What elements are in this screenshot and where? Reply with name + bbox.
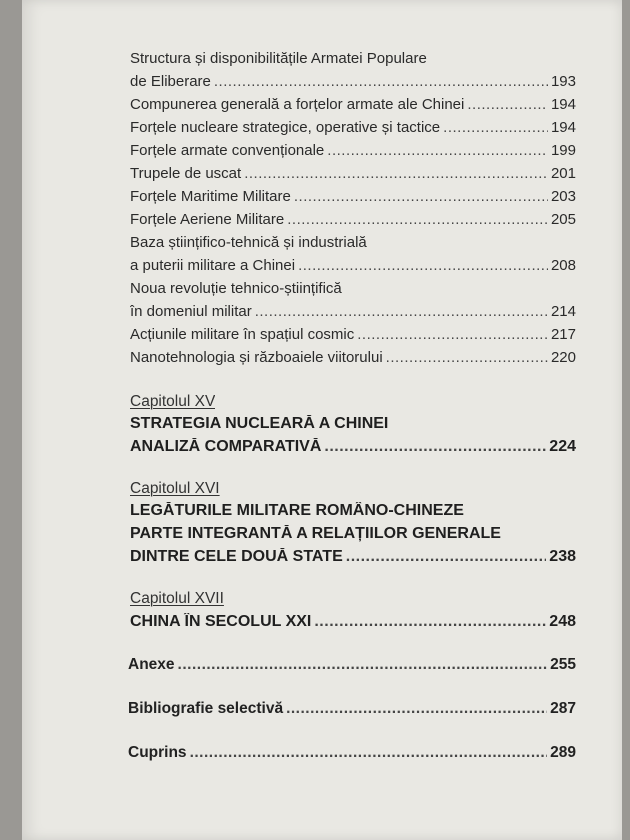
book-page bbox=[22, 0, 622, 840]
page-number: 248 bbox=[549, 613, 576, 630]
page-number: 217 bbox=[550, 326, 576, 343]
toc-entry-tech-base[interactable]: a puterii militare a Chinei ..... 208 bbox=[130, 257, 576, 274]
toc-entry-bibliografie[interactable]: Bibliografie selectivă ..... 287 bbox=[128, 700, 576, 718]
chapter-label-xv: Capitolul XV bbox=[130, 393, 216, 410]
dot-leader bbox=[298, 257, 548, 274]
dot-leader bbox=[357, 326, 548, 343]
chapter-title-xvii[interactable]: CHINA ÎN SECOLUL XXI ..... 248 bbox=[130, 613, 576, 631]
page-number: 208 bbox=[550, 257, 576, 274]
page-number: 201 bbox=[550, 165, 576, 182]
toc-entry-air-forces[interactable]: Forțele Aeriene Militare ..... 205 bbox=[130, 211, 576, 228]
toc-entry-tech-base-line1: Baza științifico-tehnică și industrială bbox=[130, 234, 367, 251]
chapter-title-xv[interactable]: ANALIZĂ COMPARATIVĂ ..... 224 bbox=[130, 438, 576, 456]
chapter-label-xvii: Capitolul XVII bbox=[130, 590, 224, 607]
dot-leader bbox=[244, 165, 548, 182]
dot-leader bbox=[287, 211, 548, 228]
toc-entry-space-actions[interactable]: Acțiunile militare în spațiul cosmic ..... 217 bbox=[130, 326, 576, 343]
page-number: 194 bbox=[550, 96, 576, 113]
page-number: 255 bbox=[550, 656, 576, 673]
page-number: 238 bbox=[549, 548, 576, 565]
dot-leader bbox=[255, 303, 548, 320]
toc-entry-anexe[interactable]: Anexe ..... 255 bbox=[128, 656, 576, 674]
toc-entry-nuclear-forces[interactable]: Forțele nucleare strategice, operative și tactice ..... 194 bbox=[130, 119, 576, 136]
chapter-title-xvi[interactable]: DINTRE CELE DOUĂ STATE ..... 238 bbox=[130, 548, 576, 566]
toc-entry-cuprins[interactable]: Cuprins ..... 289 bbox=[128, 744, 576, 762]
dot-leader bbox=[324, 438, 546, 456]
dot-leader bbox=[314, 613, 546, 631]
toc-entry-revolution[interactable]: în domeniul militar ..... 214 bbox=[130, 303, 576, 320]
dot-leader bbox=[178, 656, 548, 674]
toc-entry-conventional-forces[interactable]: Forțele armate convenționale ..... 199 bbox=[130, 142, 576, 159]
toc-entry-land-troops[interactable]: Trupele de uscat ..... 201 bbox=[130, 165, 576, 182]
dot-leader bbox=[346, 548, 547, 566]
chapter-title-xv-line1: STRATEGIA NUCLEARĂ A CHINEI bbox=[130, 415, 389, 432]
toc-entry-structure-line1: Structura și disponibilitățile Armatei Populare bbox=[130, 50, 427, 67]
toc-entry-revolution-line1: Noua revoluție tehnico-științifică bbox=[130, 280, 342, 297]
toc-entry-nanotech[interactable]: Nanotehnologia și războaiele viitorului ..... 220 bbox=[130, 349, 576, 366]
dot-leader bbox=[190, 744, 548, 762]
page-number: 224 bbox=[549, 438, 576, 455]
page-number: 214 bbox=[550, 303, 576, 320]
page-number: 220 bbox=[550, 349, 576, 366]
page-number: 194 bbox=[550, 119, 576, 136]
dot-leader bbox=[467, 96, 548, 113]
chapter-label-xvi: Capitolul XVI bbox=[130, 480, 220, 497]
chapter-title-xvi-line2: PARTE INTEGRANTĂ A RELAȚIILOR GENERALE bbox=[130, 525, 501, 542]
dot-leader bbox=[443, 119, 548, 136]
page-number: 205 bbox=[550, 211, 576, 228]
page-number: 199 bbox=[550, 142, 576, 159]
toc-entry-naval-forces[interactable]: Forțele Maritime Militare ..... 203 bbox=[130, 188, 576, 205]
dot-leader bbox=[286, 700, 547, 718]
toc-entry-structure[interactable]: de Eliberare ..... 193 bbox=[130, 73, 576, 90]
dot-leader bbox=[214, 73, 548, 90]
dot-leader bbox=[327, 142, 548, 159]
chapter-title-xvi-line1: LEGĂTURILE MILITARE ROMÂNO-CHINEZE bbox=[130, 502, 464, 519]
page-number: 287 bbox=[550, 700, 576, 717]
dot-leader bbox=[386, 349, 548, 366]
dot-leader bbox=[294, 188, 548, 205]
page-number: 289 bbox=[550, 744, 576, 761]
page-number: 203 bbox=[550, 188, 576, 205]
page-number: 193 bbox=[550, 73, 576, 90]
toc-entry-composition[interactable]: Compunerea generală a forțelor armate ale Chinei ..... 194 bbox=[130, 96, 576, 113]
